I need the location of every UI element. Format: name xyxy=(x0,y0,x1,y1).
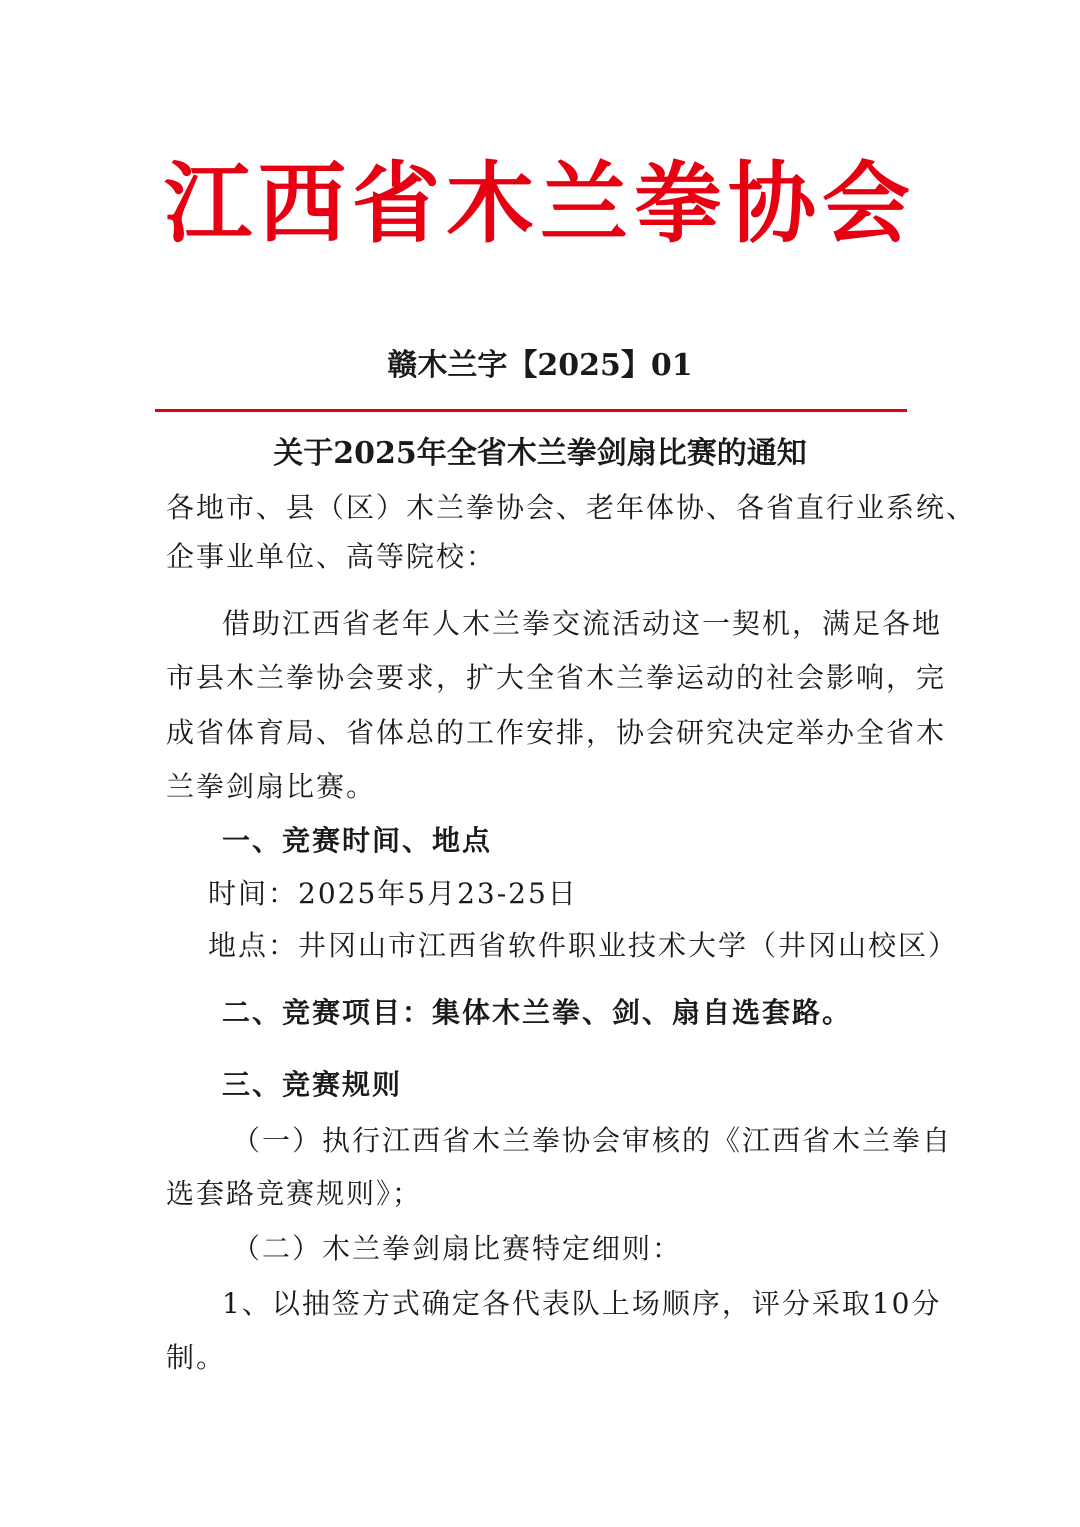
recipients-line-1: 各地市、县（区）木兰拳协会、老年体协、各省直行业系统、 xyxy=(166,491,977,524)
header-divider xyxy=(155,409,907,412)
section-1-heading: 一、竞赛时间、地点 xyxy=(222,824,493,857)
item-1-line-1: 1、以抽签方式确定各代表队上场顺序，评分采取10分 xyxy=(222,1287,942,1320)
organization-title: 江西省木兰拳协会 xyxy=(163,151,916,255)
rule-1-line-1: （一）执行江西省木兰拳协会审核的《江西省木兰拳自 xyxy=(232,1124,953,1157)
intro-line-1: 借助江西省老年人木兰拳交流活动这一契机，满足各地 xyxy=(222,607,943,640)
intro-line-4: 兰拳剑扇比赛。 xyxy=(166,770,377,803)
intro-line-3: 成省体育局、省体总的工作安排，协会研究决定举办全省木 xyxy=(166,716,947,749)
rule-2: （二）木兰拳剑扇比赛特定细则： xyxy=(232,1232,683,1265)
document-number: 赣木兰字【2025】01 xyxy=(387,348,693,383)
section-3-heading: 三、竞赛规则 xyxy=(222,1068,403,1101)
intro-line-2: 市县木兰拳协会要求，扩大全省木兰拳运动的社会影响，完 xyxy=(166,661,947,694)
competition-time: 时间：2025年5月23-25日 xyxy=(208,877,578,910)
notice-title: 关于2025年全省木兰拳剑扇比赛的通知 xyxy=(273,436,807,471)
item-1-line-2: 制。 xyxy=(166,1341,227,1374)
recipients-line-2: 企事业单位、高等院校： xyxy=(166,540,497,573)
rule-1-line-2: 选套路竞赛规则》； xyxy=(166,1177,423,1210)
section-2-heading: 二、竞赛项目：集体木兰拳、剑、扇自选套路。 xyxy=(222,996,853,1029)
competition-place: 地点：井冈山市江西省软件职业技术大学（井冈山校区） xyxy=(208,929,959,962)
